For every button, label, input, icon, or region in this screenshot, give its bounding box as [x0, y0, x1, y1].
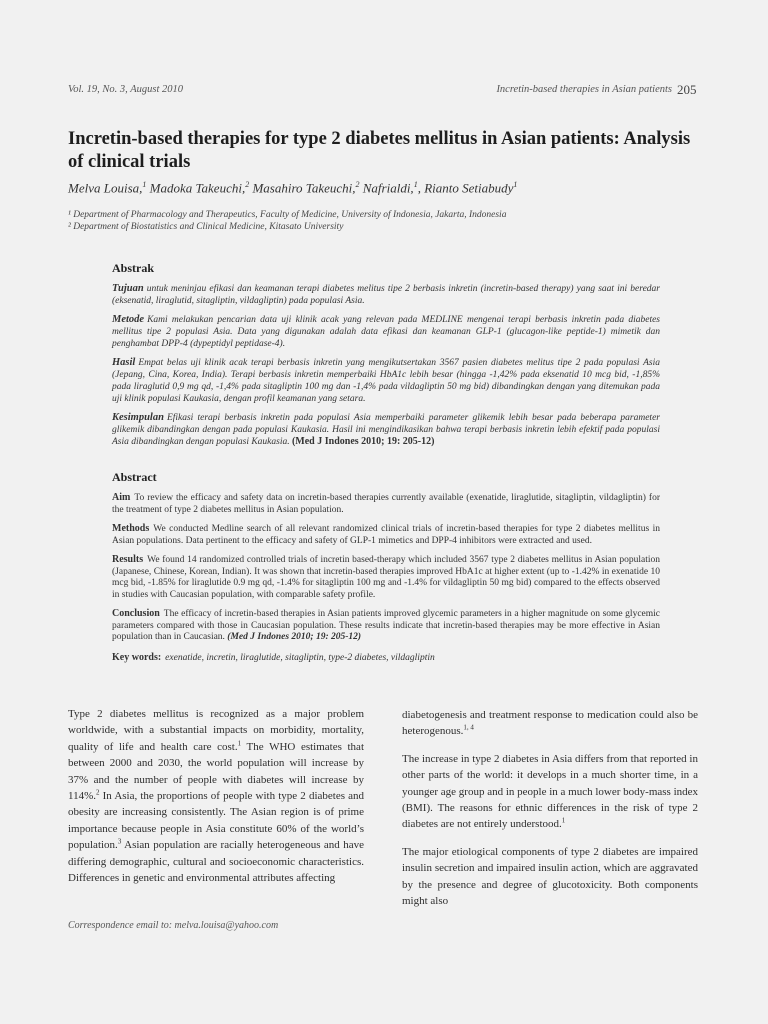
abstract-methods-label: Methods	[112, 523, 150, 534]
body-text: The WHO estimates that between 2000 and 2030, the world population will increase by 37% and the number of people with diabetes will increase by 114%.	[68, 740, 364, 803]
author-name: Madoka Takeuchi,	[149, 180, 246, 196]
body-paragraph	[402, 844, 698, 910]
abstrak-kesimpulan-text: Efikasi terapi berbasis inkretin pada populasi Asia memperbaiki parameter glikemik lebih besar pada beberapa parameter glikemik dibandingkan dengan pada populasi Kaukasia. Hasil ini mengindikasikan bahwa terapi berbasis inkretin lebih efektif pada populasi Asia dibandingkan dengan populasi Kaukasia.	[112, 413, 660, 447]
body-text: The major etiological components of type 2 diabetes are impaired insulin secretion and impaired insulin action, which are aggravated by the presence and degree of glucotoxicity. Both components might also	[402, 845, 698, 908]
abstract-conclusion	[112, 608, 660, 644]
journal-reference: Vol. 19, No. 3, August 2010	[68, 84, 184, 95]
body-paragraph	[402, 707, 698, 740]
abstract-methods	[112, 523, 660, 547]
body-paragraph	[402, 751, 698, 833]
keywords-text: exenatide, incretin, liraglutide, sitagliptin, type-2 diabetes, vildagliptin	[165, 652, 435, 663]
abstrak-metode-text: Kami melakukan pencarian data uji klinik acak yang relevan pada MEDLINE mengenai terapi berbasis inkretin pada diabetes mellitus tipe 2 populasi Asia. Data yang digunakan adalah data efikasi dan keamanan GLP-1 (glucagon-like peptide-1) mimetik dan penghambat DPP-4 (dypeptidyl peptidase-4).	[112, 315, 660, 349]
abstrak-section	[112, 261, 660, 448]
abstrak-tujuan-text: untuk meninjau efikasi dan keamanan terapi diabetes melitus tipe 2 berbasis inkretin (incretin-based therapy) yang saat ini beredar (eksenatid, liraglutid, sitagliptin, vildagliptin) pada populasi Asia.	[112, 284, 660, 306]
abstract-section	[112, 470, 660, 664]
author-name: Nafrialdi,	[362, 180, 414, 196]
author-name: Masahiro Takeuchi,	[252, 180, 356, 196]
reference-mark: 1, 4	[463, 723, 474, 732]
body-text: In Asia, the proportions of people with type 2 diabetes and obesity are increasing consistently. The Asian region is of prime importance because people in Asia constitute 60% of the world’s population.	[68, 790, 364, 852]
reference-mark: 3	[117, 837, 122, 846]
body-paragraph	[68, 706, 364, 886]
abstrak-kesimpulan	[112, 412, 660, 448]
correspondence-footnote: Correspondence email to: melva.louisa@yahoo.com	[68, 920, 279, 931]
body-column-left	[68, 706, 364, 897]
abstract-results-label: Results	[112, 554, 144, 565]
affiliations	[68, 209, 708, 233]
affiliation-line: ² Department of Biostatistics and Clinical Medicine, Kitasato University	[68, 222, 344, 232]
author-affiliation-mark: 2	[355, 180, 360, 189]
body-text: Asian population are racially heterogeneous and have differing demographic, cultural and socioeconomic characteristics. Differences in genetic and environmental attributes affecting	[68, 839, 364, 885]
abstract-citation: (Med J Indones 2010; 19: 205-12)	[227, 632, 362, 642]
abstrak-metode-label: Metode	[112, 314, 145, 325]
abstrak-metode	[112, 314, 660, 350]
abstract-methods-text: We conducted Medline search of all relevant randomized clinical trials of incretin-based therapies for type 2 diabetes mellitus in Asian populations. Data pertinent to the efficacy and safety of GLP-1 mimetics and DPP-4 inhibitors were extracted and used.	[112, 524, 660, 546]
abstract-conclusion-label: Conclusion	[112, 608, 160, 619]
abstrak-hasil-label: Hasil	[112, 357, 136, 368]
author-list	[68, 180, 708, 196]
author-name: , Rianto Setiabudy	[417, 180, 514, 196]
body-text: diabetogenesis and treatment response to medication could also be heterogenous.	[402, 709, 698, 738]
author-affiliation-mark: 1	[142, 180, 147, 189]
abstrak-tujuan-label: Tujuan	[112, 283, 144, 294]
affiliation-line: ¹ Department of Pharmacology and Therapeutics, Faculty of Medicine, University of Indonesia, Jakarta, Indonesia	[68, 210, 507, 220]
abstract-keywords	[112, 652, 660, 665]
abstract-aim	[112, 492, 660, 516]
body-text: Type 2 diabetes mellitus is recognized as a major problem worldwide, with a substantial impacts on morbidity, mortality, quality of life and health care cost.	[68, 708, 364, 753]
reference-mark: 2	[96, 788, 100, 797]
running-title: Incretin-based therapies in Asian patients	[496, 84, 672, 95]
reference-mark: 1	[561, 816, 566, 825]
abstract-conclusion-text: The efficacy of incretin-based therapies in Asian patients improved glycemic parameters in a higher magnitude on some glycemic parameters compared with those in Caucasian population. These results indicate that incretin-based therapies may be more effective in Asian population than in Caucasian.	[112, 609, 660, 642]
body-text: The increase in type 2 diabetes in Asia differs from that reported in other parts of the world: it develops in a much shorter time, in a younger age group and in people in a much lower body-mass index (BMI). The reasons for ethnic differences in the risk of type 2 diabetes are not entirely understood.	[402, 752, 699, 831]
abstrak-tujuan	[112, 283, 660, 307]
abstract-results	[112, 554, 660, 601]
author-affiliation-mark: 1	[513, 180, 518, 189]
abstrak-hasil	[112, 357, 660, 405]
author-name: Melva Louisa,	[68, 180, 143, 196]
abstrak-heading: Abstrak	[112, 261, 155, 275]
abstrak-kesimpulan-label: Kesimpulan	[112, 412, 164, 423]
reference-mark: 1	[237, 739, 242, 748]
keywords-label: Key words:	[112, 651, 162, 663]
article-title: Incretin-based therapies for type 2 diabetes mellitus in Asian patients: Analysis of clinical trials	[68, 129, 691, 172]
abstrak-hasil-text: Empat belas uji klinik acak terapi berbasis inkretin yang mengikutsertakan 3567 pasien diabetes melitus tipe 2 pada populasi Asia (Jepang, Cina, Korea, India). Terapi berbasis inkretin memperbaiki HbA1c lebih besar (hingga -1,42% pada eksenatid 10 mcg bid, -1,85% pada liraglutid 0,9 mg qd, -1,4% pada sitagliptin 100 mg dan -1,4% pada vildagliptin 50 mg bid) dibandingkan dengan yang ditemukan pada uji klinik populasi Kaukasia, dengan profil keamanan yang setara.	[112, 358, 660, 404]
abstract-heading: Abstract	[112, 470, 157, 484]
page-number: 205	[677, 82, 697, 97]
abstrak-citation: (Med J Indones 2010; 19: 205-12)	[291, 436, 435, 447]
abstract-aim-label: Aim	[112, 492, 131, 503]
abstract-results-text: We found 14 randomized controlled trials of incretin based-therapy which included 3567 type 2 diabetes mellitus in Asian population (Japanese, Chinese, Korean, Indian). It was shown that incretin-based therapies improved HbA1c at higher extent (up to -1.42% in exenatide 10 mcg bid, -1.85% for liraglutide 0.9 mg qd, -1.4% for sitagliptin 100 mg and -1.4% for vildagliptin 50 mg bid) compared to the effects observed in studies with Caucasian population, with comparable safety profile.	[112, 555, 660, 600]
author-affiliation-mark: 1	[413, 180, 418, 189]
abstract-aim-text: To review the efficacy and safety data on incretin-based therapies currently available (exenatide, liraglutide, sitagliptin, vildagliptin) for the treatment of type 2 diabetes mellitus in Asian population.	[112, 493, 660, 515]
body-column-right	[402, 707, 698, 920]
author-affiliation-mark: 2	[245, 180, 250, 189]
